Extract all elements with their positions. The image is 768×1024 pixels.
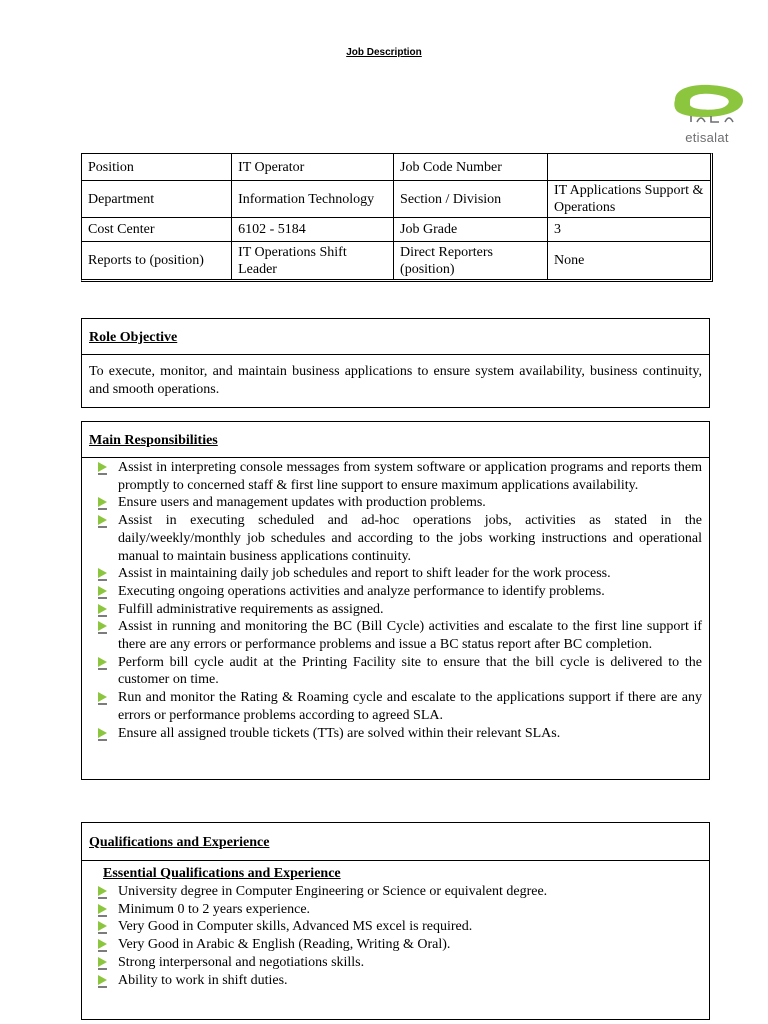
list-item: Run and monitor the Rating & Roaming cycle and escalate to the applications support if there are any errors or performance problems according to agreed SLA. bbox=[118, 689, 702, 724]
list-item: Assist in running and monitoring the BC (Bill Cycle) activities and escalate to the first line support if there are any errors or performance problems and issue a BC status report after BC completion. bbox=[118, 618, 702, 653]
responsibilities-list bbox=[82, 458, 709, 742]
table-cell-label: Department bbox=[82, 181, 232, 218]
table-cell-label: Job Grade bbox=[394, 218, 548, 242]
list-item: Fulfill administrative requirements as assigned. bbox=[118, 601, 702, 619]
table-row bbox=[82, 181, 710, 218]
logo-text: etisalat bbox=[685, 130, 729, 145]
list-item: Very Good in Arabic & English (Reading, Writing & Oral). bbox=[118, 936, 702, 954]
green-arrow-bullet-icon bbox=[97, 938, 108, 952]
list-item: Strong interpersonal and negotiations skills. bbox=[118, 954, 702, 972]
green-arrow-bullet-icon bbox=[97, 496, 108, 510]
qualifications-subheading: Essential Qualifications and Experience bbox=[103, 866, 341, 881]
table-cell-value: IT Applications Support & Operations bbox=[548, 181, 710, 218]
green-arrow-bullet-icon bbox=[97, 620, 108, 634]
page-title: Job Description bbox=[346, 47, 422, 58]
etisalat-logo-icon bbox=[671, 80, 747, 130]
list-item: Very Good in Computer skills, Advanced MS excel is required. bbox=[118, 918, 702, 936]
green-arrow-bullet-icon bbox=[97, 885, 108, 899]
list-item: Ensure users and management updates with production problems. bbox=[118, 494, 702, 512]
list-item: Executing ongoing operations activities and analyze performance to identify problems. bbox=[118, 583, 702, 601]
table-cell-label: Position bbox=[82, 154, 232, 181]
role-objective-text: To execute, monitor, and maintain business applications to ensure system availability, business continuity, and smooth operations. bbox=[89, 364, 702, 397]
etisalat-logo bbox=[671, 80, 747, 144]
green-arrow-bullet-icon bbox=[97, 727, 108, 741]
table-cell-value: IT Operations Shift Leader bbox=[232, 242, 394, 279]
list-item: Assist in maintaining daily job schedules and report to shift leader for the work process. bbox=[118, 565, 702, 583]
green-arrow-bullet-icon bbox=[97, 656, 108, 670]
table-cell-value: Information Technology bbox=[232, 181, 394, 218]
qualifications-list bbox=[82, 883, 709, 989]
role-objective-section bbox=[81, 318, 710, 408]
table-cell-value bbox=[548, 154, 710, 181]
green-arrow-bullet-icon bbox=[97, 691, 108, 705]
qualifications-heading: Qualifications and Experience bbox=[82, 823, 709, 861]
job-info-table bbox=[81, 153, 713, 282]
table-cell-value: 6102 - 5184 bbox=[232, 218, 394, 242]
table-cell-value: 3 bbox=[548, 218, 710, 242]
green-arrow-bullet-icon bbox=[97, 974, 108, 988]
green-arrow-bullet-icon bbox=[97, 585, 108, 599]
green-arrow-bullet-icon bbox=[97, 903, 108, 917]
list-item: University degree in Computer Engineering or Science or equivalent degree. bbox=[118, 883, 702, 901]
list-item: Assist in executing scheduled and ad-hoc operations jobs, activities as stated in the daily/weekly/monthly job schedules and according to the jobs working instructions and operational manual to maintain business applications continuity. bbox=[118, 512, 702, 565]
green-arrow-bullet-icon bbox=[97, 920, 108, 934]
table-cell-label: Job Code Number bbox=[394, 154, 548, 181]
green-arrow-bullet-icon bbox=[97, 461, 108, 475]
table-cell-label: Cost Center bbox=[82, 218, 232, 242]
table-cell-label: Section / Division bbox=[394, 181, 548, 218]
list-item: Minimum 0 to 2 years experience. bbox=[118, 901, 702, 919]
green-arrow-bullet-icon bbox=[97, 603, 108, 617]
table-row bbox=[82, 154, 710, 181]
role-objective-heading: Role Objective bbox=[82, 319, 709, 355]
list-item: Ensure all assigned trouble tickets (TTs) are solved within their relevant SLAs. bbox=[118, 725, 702, 743]
list-item: Assist in interpreting console messages from system software or application programs and reports them promptly to concerned staff & first line support to ensure maximum applications availability. bbox=[118, 459, 702, 494]
green-arrow-bullet-icon bbox=[97, 956, 108, 970]
table-row bbox=[82, 218, 710, 242]
list-item: Perform bill cycle audit at the Printing Facility site to ensure that the bill cycle is delivered to the customer on time. bbox=[118, 654, 702, 689]
table-cell-label: Direct Reporters (position) bbox=[394, 242, 548, 279]
green-arrow-bullet-icon bbox=[97, 567, 108, 581]
qualifications-section bbox=[81, 822, 710, 1020]
list-item: Ability to work in shift duties. bbox=[118, 972, 702, 990]
main-responsibilities-heading: Main Responsibilities bbox=[82, 422, 709, 458]
table-row bbox=[82, 242, 710, 279]
table-cell-value: IT Operator bbox=[232, 154, 394, 181]
table-cell-value: None bbox=[553, 253, 585, 268]
main-responsibilities-section bbox=[81, 421, 710, 780]
green-arrow-bullet-icon bbox=[97, 514, 108, 528]
table-cell-label: Reports to (position) bbox=[82, 242, 232, 279]
